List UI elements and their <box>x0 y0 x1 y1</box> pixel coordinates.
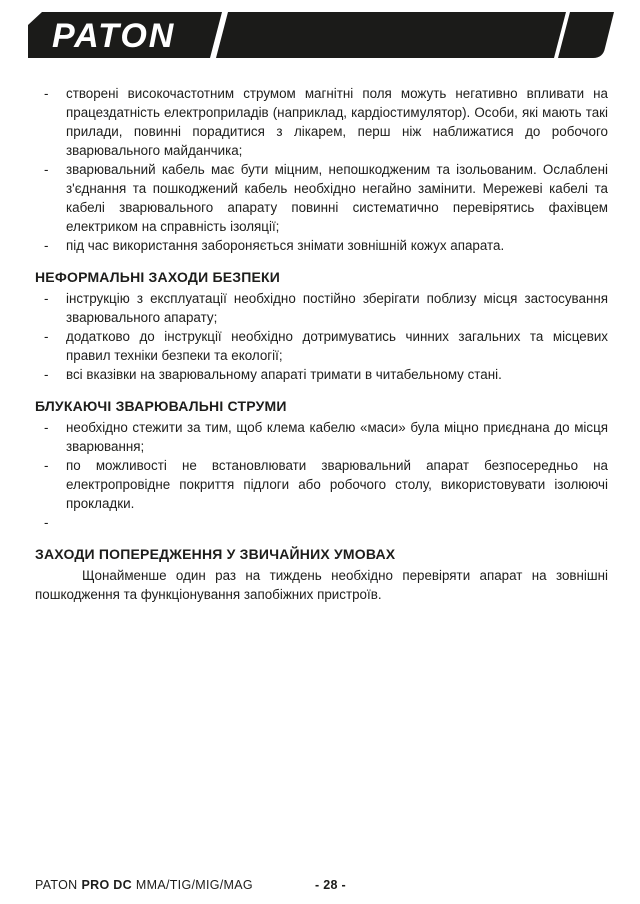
page-content <box>0 70 640 604</box>
section-heading-informal-safety: НЕФОРМАЛЬНІ ЗАХОДИ БЕЗПЕКИ <box>35 269 281 285</box>
list-item <box>35 160 608 236</box>
safety-intro-list <box>35 84 608 255</box>
list-item-empty <box>35 513 608 532</box>
list-item <box>35 289 608 327</box>
list-item <box>35 456 608 513</box>
footer-modes: MMA/TIG/MIG/MAG <box>135 878 253 892</box>
bullet-dash: - <box>44 420 49 435</box>
footer-brand: PATON <box>35 878 78 892</box>
list-item <box>35 236 608 255</box>
bullet-dash: - <box>44 367 49 382</box>
page-number: - 28 - <box>315 878 346 892</box>
list-item <box>35 84 608 160</box>
section-heading-precautions: ЗАХОДИ ПОПЕРЕДЖЕННЯ У ЗВИЧАЙНИХ УМОВАХ <box>35 546 396 562</box>
list-item-text: під час використання забороняється знімати зовнішній кожух апарата. <box>66 238 505 253</box>
logo-bar-tip <box>558 12 614 58</box>
bullet-dash: - <box>44 515 49 530</box>
bullet-dash: - <box>44 238 49 253</box>
list-item-text: інструкцію з експлуатації необхідно постійно зберігати поблизу місця застосування зварювального апарату; <box>66 291 608 325</box>
bullet-dash: - <box>44 162 49 177</box>
paton-logo <box>0 0 640 70</box>
list-item <box>35 365 608 384</box>
footer-model: PRO DC <box>81 878 132 892</box>
bullet-dash: - <box>44 86 49 101</box>
list-item-text: додатково до інструкції необхідно дотримуватись чинних загальних та місцевих правил техніки безпеки та екології; <box>66 329 608 363</box>
bullet-dash: - <box>44 329 49 344</box>
list-item <box>35 327 608 365</box>
stray-currents-list <box>35 418 608 532</box>
bullet-dash: - <box>44 291 49 306</box>
precautions-paragraph: Щонайменше один раз на тиждень необхідно перевіряти апарат на зовнішні пошкодження та функціонування запобіжних пристроїв. <box>35 568 608 602</box>
list-item-text: необхідно стежити за тим, щоб клема кабелю «маси» була міцно приєднана до місця зварювання; <box>66 420 608 454</box>
list-item <box>35 418 608 456</box>
list-item-text: всі вказівки на зварювальному апараті тримати в читабельному стані. <box>66 367 502 382</box>
bullet-dash: - <box>44 458 49 473</box>
list-item-text: створені високочастотним струмом магнітні поля можуть негативно впливати на працездатність електроприладів (наприклад, кардіостимулятор). Особи, які мають такі прилади, повинні порадитися з лікарем, перш ніж наближатися до робочого зварювального майданчика; <box>66 86 608 158</box>
logo-bar <box>216 12 566 58</box>
page-header <box>0 0 640 70</box>
logo-wordmark: PATON <box>52 17 176 55</box>
list-item-text: зварювальний кабель має бути міцним, непошкодженим та ізольованим. Ослаблені з'єднання та пошкоджений кабель необхідно негайно замінити. Мережеві кабелі та кабелі зварювального апарату повинні систематично перевірятись фахівцем електриком на справність ізоляції; <box>66 162 608 234</box>
section-heading-stray-currents: БЛУКАЮЧІ ЗВАРЮВАЛЬНІ СТРУМИ <box>35 398 287 414</box>
list-item-text: по можливості не встановлювати зварювальний апарат безпосередньо на електропровідне покриття підлоги або робочого столу, використовувати ізолюючі прокладки. <box>66 458 608 511</box>
page-footer <box>35 877 608 893</box>
informal-safety-list <box>35 289 608 384</box>
